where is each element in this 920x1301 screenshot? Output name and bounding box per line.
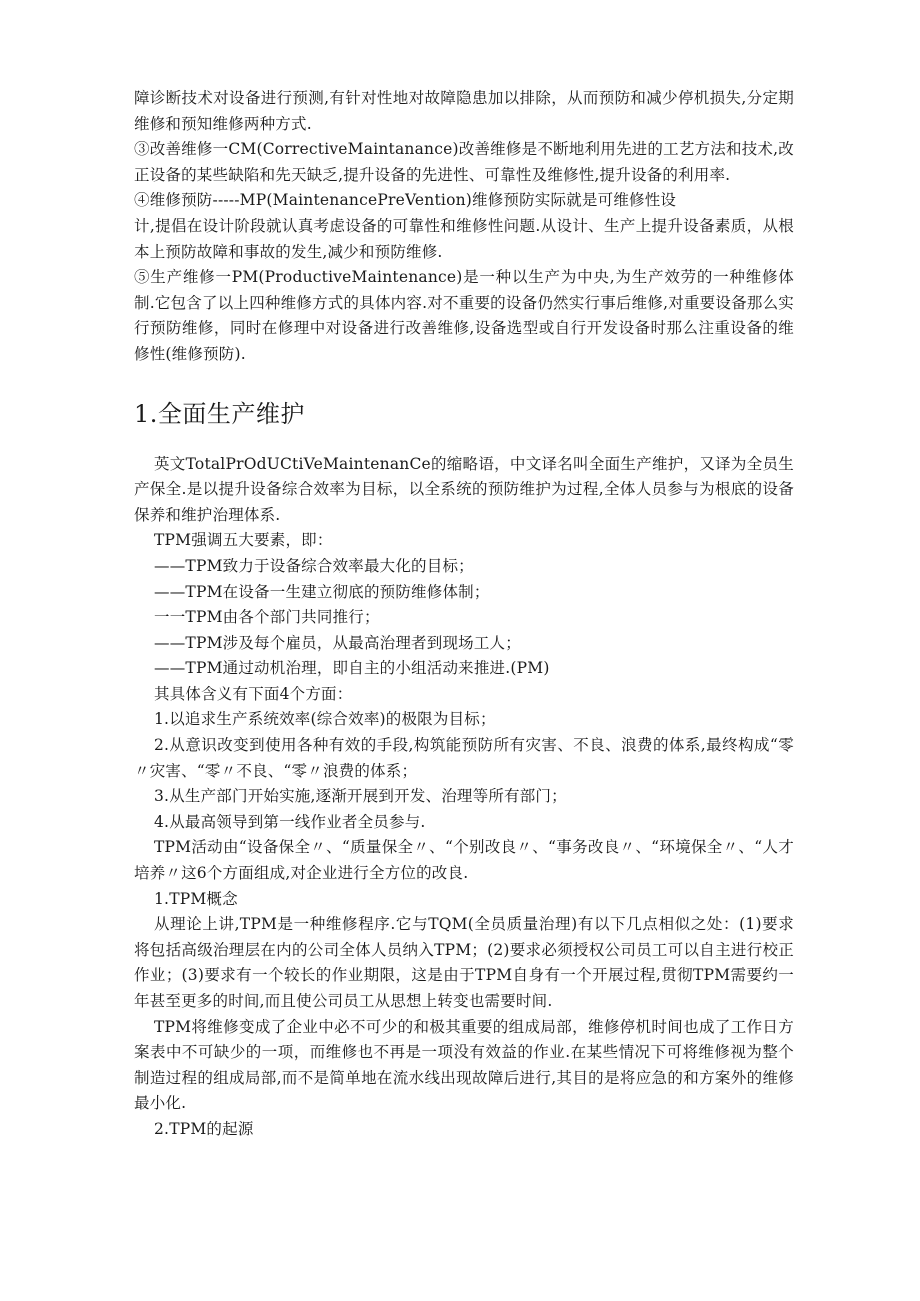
element-item: 一一TPM由各个部门共同推行； <box>154 608 380 627</box>
activities-paragraph: TPM活动由“设备保全〃、“质量保全〃、“个别改良〃、“事务改良〃、“环境保全〃、“人才培养〃这6个方面组成,对企业进行全方位的改良. <box>134 838 794 883</box>
meaning-item: 4.从最高领导到第一线作业者全员参与. <box>154 812 426 831</box>
origin-title: 2.TPM的起源 <box>154 1119 254 1138</box>
meaning-item: 2.从意识改变到使用各种有效的手段,构筑能预防所有灾害、不良、浪费的体系,最终构成“零〃灾害、“零〃不良、“零〃浪费的体系； <box>134 736 794 780</box>
concept-paragraph-2: TPM将维修变成了企业中必不可少的和极其重要的组成局部，维修停机时间也成了工作日方案表中不可缺少的一项，而维修也不再是一项没有效益的作业.在某些情况下可将维修视为整个制造过程的组成局部,而不是简单地在流水线出现故障后进行,其目的是将应急的和方案外的维修最小化. <box>134 1017 794 1113</box>
paragraph-productive-maintenance: ⑤生产维修一PM(ProductiveMaintenance)是一种以生产为中央,为生产效劳的一种维修体制.它包含了以上四种维修方式的具体内容.对不重要的设备仍然实行事后维修,对重要设备那么实行预防维修，同时在修理中对设备进行改善维修,设备选型或自行开发设备时那么注重设备的维修性(维修预防). <box>134 268 794 363</box>
section-body <box>134 452 794 1143</box>
element-item: ——TPM在设备一生建立彻底的预防维修体制； <box>154 582 490 601</box>
paragraph-maintenance-prevention: 计,提倡在设计阶段就认真考虑设备的可靠性和维修性问题.从设计、生产上提升设备素质，从根本上预防故障和事故的发生,减少和预防维修. <box>134 216 794 261</box>
intro-paragraph: 英文TotalPrOdUCtiVeMaintenanCe的缩略语，中文译名叫全面生产维护，又译为全员生产保全.是以提升设备综合效率为目标，以全系统的预防维护为过程,全体人员参与为根底的设备保养和维护治理体系. <box>134 454 794 524</box>
meaning-intro: 其具体含义有下面4个方面： <box>154 684 353 703</box>
document-page <box>134 86 794 1143</box>
meaning-item: 3.从生产部门开始实施,逐渐开展到开发、治理等所有部门； <box>154 787 567 806</box>
element-item: ——TPM致力于设备综合效率最大化的目标； <box>154 556 474 575</box>
meaning-item: 1.以追求生产系统效率(综合效率)的极限为目标； <box>154 710 496 729</box>
section-heading: 1.全面生产维护 <box>134 399 305 428</box>
element-item: ——TPM涉及每个雇员，从最高治理者到现场工人； <box>154 633 521 652</box>
paragraph-maintenance-prevention-line: ④维修预防-----MP(MaintenancePreVention)维修预防实际就是可维修性设 <box>134 191 677 210</box>
paragraph-corrective-maintenance: ③改善维修一CM(CorrectiveMaintanance)改善维修是不断地利用先进的工艺方法和技术,改正设备的某些缺陷和先天缺乏,提升设备的先进性、可靠性及维修性,提升设备的利用率. <box>134 140 794 184</box>
concept-title: 1.TPM概念 <box>154 889 238 908</box>
element-item: ——TPM通过动机治理，即自主的小组活动来推进.(PM) <box>154 659 550 678</box>
paragraph-predictive-maintenance: 障诊断技术对设备进行预测,有针对性地对故障隐患加以排除，从而预防和减少停机损失,分定期维修和预知维修两种方式. <box>134 89 794 133</box>
elements-intro: TPM强调五大要素，即： <box>154 531 333 550</box>
concept-paragraph-1: 从理论上讲,TPM是一种维修程序.它与TQM(全员质量治理)有以下几点相似之处：(1)要求将包括高级治理层在内的公司全体人员纳入TPM；(2)要求必须授权公司员工可以自主进行校正作业；(3)要求有一个较长的作业期限，这是由于TPM自身有一个开展过程,贯彻TPM需要约一年甚至更多的时间,而且使公司员工从思想上转变也需要时间. <box>134 915 794 1010</box>
top-text-block <box>134 86 794 368</box>
